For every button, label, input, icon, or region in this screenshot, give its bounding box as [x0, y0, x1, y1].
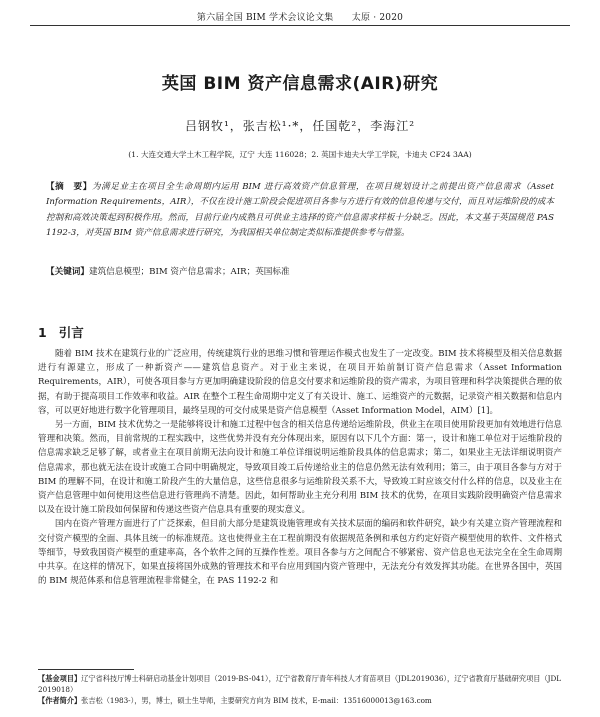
footnotes: [38, 673, 562, 706]
abstract-tag: 【摘 要】: [46, 182, 92, 192]
funding-note: [38, 673, 562, 695]
abstract-text: 为满足业主在项目全生命周期内运用 BIM 进行高效资产信息管理，在项目规划设计之前提出资产信息需求（Asset Information Requirements，AIR），不仅在设计施工阶段会促进项目各参与方进行有效的信息传递与交付，而且对运维阶段的成本控制和高效决策起到积极作用。然而，目前行业内成熟且可供业主选择的资产信息需求样板十分缺乏。因此，本文基于英国规范 PAS 1192-3，对英国 BIM 资产信息需求进行研究，为我国相关单位制定类似标准提供参考与借鉴。: [46, 182, 554, 239]
header-rule: [30, 25, 570, 26]
author-note: [38, 695, 562, 706]
keywords-text: 建筑信息模型；BIM 资产信息需求；AIR；英国标准: [88, 267, 290, 277]
keywords-tag: 【关键词】: [46, 267, 89, 277]
author-list: 吕钢牧¹，张吉松¹·*，任国乾²，李海江²: [184, 119, 416, 133]
body-paragraph: 随着 BIM 技术在建筑行业的广泛应用，传统建筑行业的思维习惯和管理运作模式也发生了一定改变。BIM 技术将模型及相关信息数据进行有源建立，形成了一种新资产——建筑信息资产。对于业主来说，在项目开始前制订资产信息需求（Asset Information Requirements，AIR），可使各项目参与方更加明确建设阶段的信息交付要求和运维阶段的资产需求，为项目管理和科学决策提供合理的依据，有助于提高项目工作效率和收益。AIR 在整个工程生命周期中定义了有关设计、施工、运维资产的元数据，记录资产相关数据和信息内容，可以更好地进行数字化管理项目，最终呈现的可交付成果是资产信息模型（Asset Information Model，AIM）[1]。: [38, 349, 562, 416]
affiliations: (1. 大连交通大学土木工程学院，辽宁 大连 116028；2. 英国卡迪夫大学工学院，卡迪夫 CF24 3AA): [128, 150, 472, 159]
section-heading: [38, 323, 84, 341]
author-note-text: 张吉松（1983-），男，博士，硕士生导师，主要研究方向为 BIM 技术，E-mail：13516000013@163.com: [81, 696, 432, 705]
body-paragraph: 另一方面，BIM 技术优势之一是能够将设计和施工过程中包含的相关信息传递给运维阶段，供业主在项目使用阶段更加有效地进行信息管理和决策。然而，目前常规的工程实践中，这些优势并没有充分体现出来，原因有以下几个方面：第一，设计和施工单位对于运维阶段的信息需求缺乏足够了解，或者业主在项目前期无法向设计和施工单位详细说明运维阶段具体的信息需求；第二，如果业主无法详细说明资产信息需求，那也就无法在设计或施工合同中明确规定，导致项目竣工后传递给业主的信息仍然无法有效利用；第三，由于项目各参与方对于 BIM 的理解不同，在设计和施工阶段产生的大量信息，这些信息很多与运维阶段关系不大，导致竣工时应该交付什么样的信息，以及业主在资产信息管理中如何使用这些信息进行管理尚不清楚。因此，如何帮助业主充分利用 BIM 技术的优势，在项目实践阶段明确资产信息需求以及在设计施工阶段如何保留和传递这些资产信息具有重要的现实意义。: [38, 420, 562, 516]
paper-title: 英国 BIM 资产信息需求(AIR)研究: [161, 74, 439, 94]
funding-tag: 【基金项目】: [38, 674, 82, 683]
author-note-tag: 【作者简介】: [38, 696, 82, 705]
running-head: 第六届全国 BIM 学术会议论文集 太原 · 2020: [196, 13, 404, 23]
body-paragraph: 国内在资产管理方面进行了广泛探索，但目前大部分是建筑设施管理或有关技术层面的编码和软件研究，缺少有关建立资产管理流程和交付资产模型的全面、具体且统一的标准规范。这也使得业主在工程前期没有依据规范条例和承包方约定好资产模型使用的软件、文件格式等细节，导致我国资产模型的重建率高，各个软件之间的互操作性差。项目各参与方之间配合不够紧密、资产信息也无法完全在全生命周期中共享。在这样的情况下，如果直接将国外成熟的管理技术和平台应用到国内资产管理中，无法充分有效发挥其功能。在世界各国中，英国的 BIM 规范体系和信息管理流程非常健全，在 PAS 1192-2 和: [38, 519, 562, 587]
section-title: 引言: [58, 325, 84, 340]
footnote-rule: [38, 669, 134, 670]
funding-text: 辽宁省科技厅博士科研启动基金计划项目（2019-BS-041），辽宁省教育厅青年科技人才育苗项目（JDL2019036），辽宁省教育厅基础研究项目（JDL 2019018）: [38, 674, 562, 694]
section-number: 1: [38, 325, 47, 340]
abstract: [46, 180, 554, 242]
keywords: [46, 265, 554, 280]
body-text: [38, 347, 562, 588]
